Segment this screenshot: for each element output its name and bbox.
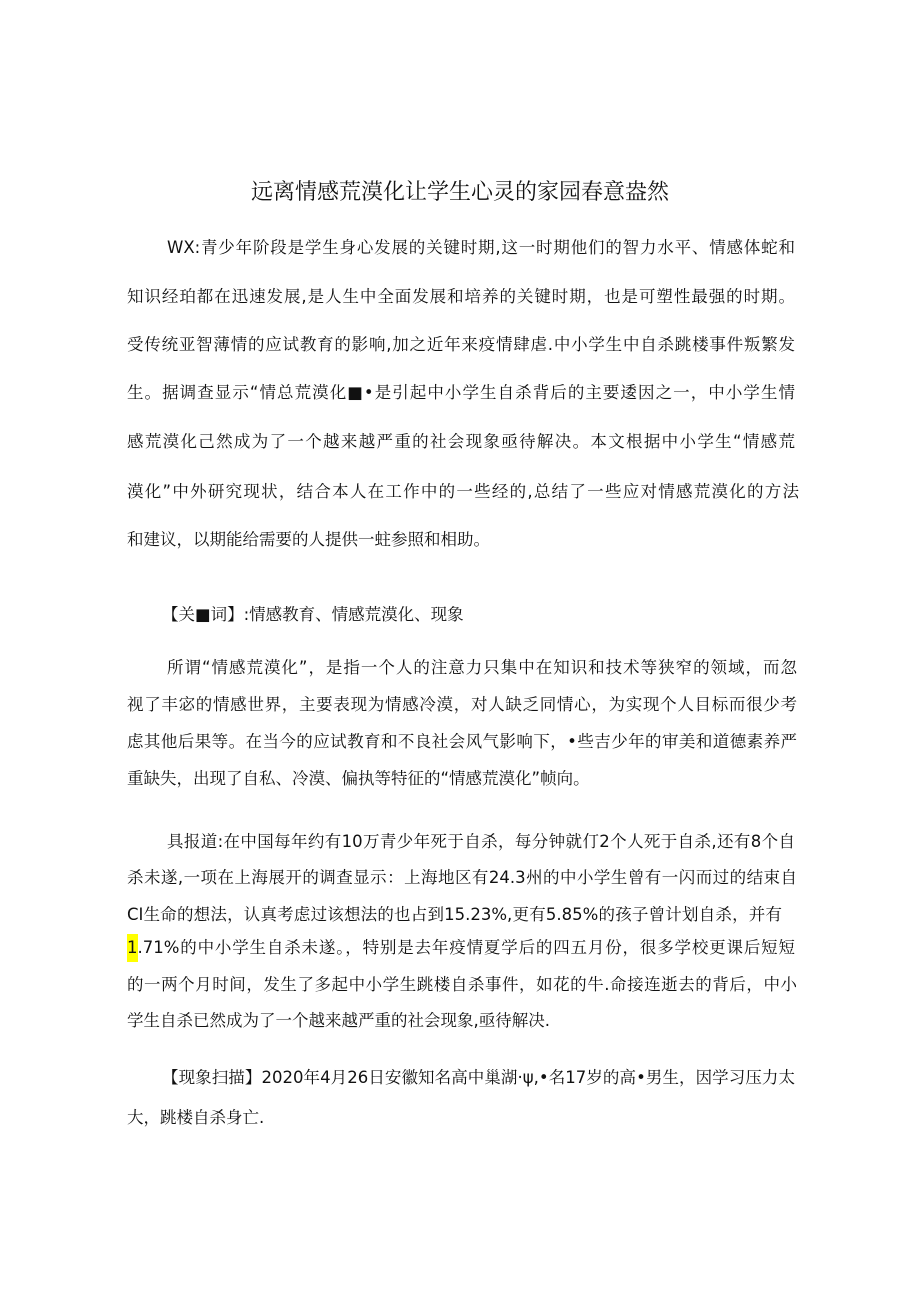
text-line: 的一两个月时间，发生了多起中小学生跳楼自杀事件，如花的牛.命接连逝去的背后，中小	[127, 975, 797, 994]
text-line: CI生命的想法，认真考虑过该想法的也占到15.23%,更有5.85%的孩子曾计划自杀，并有	[127, 905, 782, 924]
keywords: 【关■词】:情感教育、情感荒漠化、现象	[162, 605, 464, 624]
text-segment: .71%的中小学生自杀未遂。，特别是去年疫情夏学后的四五月份，很多学校更课后短短	[137, 938, 795, 957]
text-line: 重缺失，出现了自私、冷漠、偏执等特征的“情感荒漠化”帧向。	[127, 769, 590, 788]
text-line: 所谓“情感荒漠化”，是指一个人的注意力只集中在知识和技术等狭窄的领域，而忽	[167, 658, 797, 677]
document-title: 远离情感荒漠化让学生心灵的家园春意盎然	[250, 180, 669, 205]
text-line: 生。据调查显示“情总荒漠化■•是引起中小学生自杀背后的主要逶因之一，中小学生情	[127, 383, 795, 402]
text-line: 受传统亚智薄情的应试教育的影响,加之近年来疫情肆虐.中小学生中自杀跳楼事件叛繁发	[127, 335, 795, 354]
text-line: 漠化”中外研究现状，结合本人在工作中的一些经的,总结了一些应对情感荒漠化的方法	[127, 482, 799, 501]
text-line: 视了丰宓的情感世界，主要表现为情感冷漠，对人缺乏同情心，为实现个人目标而很少考	[127, 695, 797, 714]
text-line: 学生自杀已然成为了一个越来越严重的社会现象,亟待解决.	[127, 1011, 550, 1030]
text-line	[127, 937, 795, 962]
text-line: 感荒漠化己然成为了一个越来越严重的社会现象亟待解决。本文根据中小学生“情感荒	[127, 432, 795, 451]
text-line: 大，跳楼自杀身亡.	[127, 1108, 265, 1127]
highlighted-text: 1	[127, 934, 138, 962]
text-line: WX:青少年阶段是学生身心发展的关键时期,这一时期他们的智力水平、情感体蛇和	[167, 238, 795, 257]
text-line: 杀未遂,一项在上海展开的调查显示：上海地区有24.3州的中小学生曾有一闪而过的结束自	[127, 868, 797, 887]
text-line: 知识经珀都在迅速发展,是人生中全面发展和培养的关键时期，也是可塑性最强的时期。	[127, 287, 795, 306]
text-line: 虑其他后果等。在当今的应试教育和不良社会风气影响下，•些吉少年的审美和道德素养严	[127, 732, 797, 751]
text-line: 【现象扫描】2020年4月26日安徽知名高中巢湖·ψ,•名17岁的高•男生，因学习压力太	[162, 1068, 795, 1087]
text-line: 和建议，以期能给需要的人提供一蛀参照和相助。	[127, 530, 490, 549]
text-line: 具报道:在中国每年约有10万青少年死于自杀，每分钟就仃2个人死于自杀,还有8个自	[167, 832, 795, 851]
